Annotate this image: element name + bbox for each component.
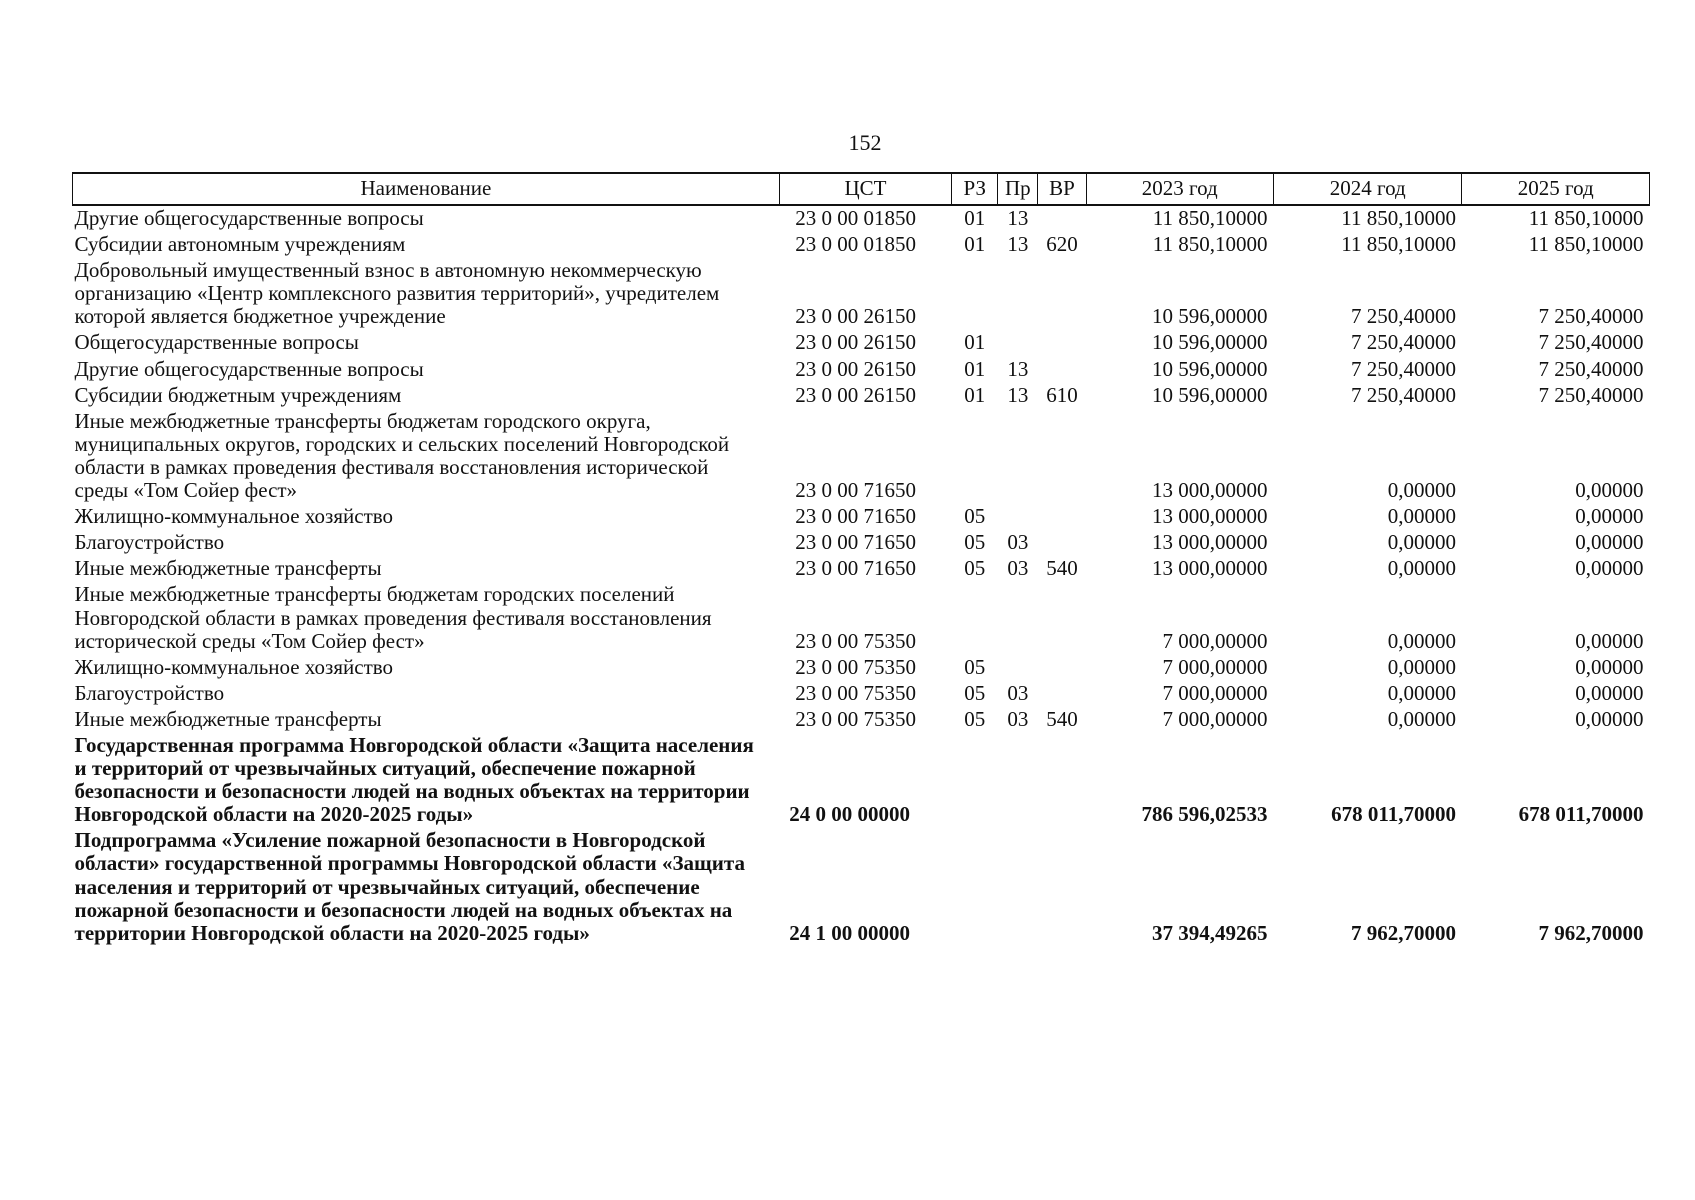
table-row [73, 232, 1650, 258]
header-2024: 2024 год [1273, 173, 1461, 205]
cell-y2025: 0,00000 [1575, 680, 1644, 705]
cell-y2025: 7 250,40000 [1538, 330, 1644, 355]
cell-y2024: 0,00000 [1387, 680, 1456, 705]
cell-cst: 24 1 00 00000 [789, 920, 911, 945]
cell-y2023: 10 596,00000 [1151, 304, 1268, 329]
cell-cst: 23 0 00 26150 [795, 356, 917, 381]
header-vr: ВР [1038, 173, 1086, 205]
cell-y2024: 7 250,40000 [1350, 356, 1456, 381]
cell-y2024: 11 850,10000 [1341, 206, 1456, 230]
cell-pr: 03 [1007, 706, 1029, 731]
table-row [73, 357, 1650, 383]
cell-name: Общегосударственные вопросы [74, 330, 359, 355]
table-row [73, 828, 1650, 946]
table-row [73, 504, 1650, 530]
budget-table [72, 172, 1650, 947]
cell-pr [998, 330, 1038, 356]
cell-rz: 01 [964, 330, 986, 355]
header-rz: РЗ [952, 173, 998, 205]
cell-y2025: 7 250,40000 [1538, 304, 1644, 329]
cell-name: Подпрограмма «Усиление пожарной безопасности в Новгородской области» государственной программы Новгородской области «Защита населения и территорий от чрезвычайных ситуаций, обеспечение пожарной безопасности и безопасности людей на водных объектах на территории Новгородской области на 2020-2025 годы» [74, 828, 745, 945]
cell-cst: 23 0 00 75350 [795, 680, 917, 705]
table-row [73, 530, 1650, 556]
cell-y2024: 0,00000 [1387, 556, 1456, 581]
cell-y2023: 7 000,00000 [1162, 680, 1268, 705]
cell-y2023: 37 394,49265 [1151, 920, 1268, 945]
cell-pr [998, 655, 1038, 681]
table-row [73, 330, 1650, 356]
cell-y2025: 0,00000 [1575, 478, 1644, 503]
cell-vr [1038, 205, 1086, 232]
table-header-row [73, 173, 1650, 205]
cell-rz: 01 [964, 206, 986, 230]
table-body [73, 205, 1650, 947]
cell-y2024: 7 250,40000 [1350, 304, 1456, 329]
cell-rz: 01 [964, 356, 986, 381]
cell-rz [952, 582, 998, 654]
cell-name: Жилищно-коммунальное хозяйство [74, 654, 394, 679]
cell-y2024: 0,00000 [1387, 530, 1456, 555]
header-cst: ЦСТ [779, 173, 951, 205]
cell-vr [1038, 330, 1086, 356]
cell-y2023: 10 596,00000 [1151, 330, 1268, 355]
cell-y2025: 7 962,70000 [1538, 920, 1644, 945]
cell-cst: 23 0 00 71650 [795, 530, 917, 555]
cell-y2024: 0,00000 [1387, 478, 1456, 503]
cell-vr [1038, 409, 1086, 504]
cell-y2024: 11 850,10000 [1341, 232, 1456, 257]
cell-pr: 13 [1007, 232, 1029, 257]
cell-rz: 05 [964, 680, 986, 705]
cell-cst: 23 0 00 75350 [795, 654, 917, 679]
cell-cst: 23 0 00 26150 [795, 382, 917, 407]
cell-vr [1038, 733, 1086, 828]
cell-cst: 23 0 00 71650 [795, 504, 917, 529]
cell-y2023: 7 000,00000 [1162, 628, 1268, 653]
cell-name: Иные межбюджетные трансферты [74, 706, 382, 731]
table-row [73, 733, 1650, 828]
cell-pr: 13 [1007, 382, 1029, 407]
cell-name: Другие общегосударственные вопросы [74, 356, 424, 381]
header-2023: 2023 год [1086, 173, 1273, 205]
header-2025: 2025 год [1462, 173, 1650, 205]
cell-pr [998, 504, 1038, 530]
cell-name: Иные межбюджетные трансферты бюджетам городского округа, муниципальных округов, городских и сельских поселений Новгородской области в рамках проведения фестиваля восстановления исторической среды «Том Сойер фест» [74, 408, 730, 503]
cell-y2023: 13 000,00000 [1151, 556, 1268, 581]
cell-rz [952, 409, 998, 504]
cell-cst: 24 0 00 00000 [789, 802, 911, 827]
cell-vr [1038, 655, 1086, 681]
cell-name: Субсидии бюджетным учреждениям [74, 382, 402, 407]
cell-cst: 23 0 00 26150 [795, 330, 917, 355]
page-number: 152 [848, 130, 882, 155]
cell-name: Государственная программа Новгородской области «Защита населения и территорий от чрезвычайных ситуаций, обеспечение пожарной безопасности и безопасности людей на водных объектах на территории Новгородской области на 2020-2025 годы» [74, 732, 754, 827]
cell-y2023: 10 596,00000 [1151, 356, 1268, 381]
cell-name: Благоустройство [74, 680, 225, 705]
cell-y2024: 678 011,70000 [1331, 802, 1456, 827]
cell-rz [952, 828, 998, 946]
cell-cst: 23 0 00 01850 [795, 206, 917, 230]
cell-y2023: 11 850,10000 [1152, 232, 1268, 257]
cell-rz: 05 [964, 654, 986, 679]
cell-y2023: 11 850,10000 [1152, 206, 1268, 230]
cell-pr: 03 [1007, 556, 1029, 581]
cell-y2024: 7 250,40000 [1350, 382, 1456, 407]
cell-vr [1038, 357, 1086, 383]
cell-y2025: 0,00000 [1575, 504, 1644, 529]
cell-y2023: 7 000,00000 [1162, 654, 1268, 679]
cell-vr: 620 [1046, 232, 1078, 257]
cell-vr [1038, 828, 1086, 946]
header-name: Наименование [73, 173, 780, 205]
cell-y2024: 7 250,40000 [1350, 330, 1456, 355]
cell-vr [1038, 681, 1086, 707]
cell-pr [998, 258, 1038, 330]
cell-rz: 05 [964, 504, 986, 529]
cell-y2025: 678 011,70000 [1518, 802, 1644, 827]
cell-name: Жилищно-коммунальное хозяйство [74, 504, 394, 529]
cell-y2025: 0,00000 [1575, 654, 1644, 679]
cell-cst: 23 0 00 75350 [795, 628, 917, 653]
cell-pr [998, 733, 1038, 828]
cell-y2025: 11 850,10000 [1528, 206, 1644, 230]
cell-pr [998, 828, 1038, 946]
cell-cst: 23 0 00 75350 [795, 706, 917, 731]
table-row [73, 707, 1650, 733]
cell-y2025: 0,00000 [1575, 628, 1644, 653]
cell-vr [1038, 530, 1086, 556]
cell-name: Добровольный имущественный взнос в автономную некоммерческую организацию «Центр комплексного развития территорий», учредителем которой является бюджетное учреждение [74, 258, 720, 329]
cell-pr [998, 582, 1038, 654]
cell-name: Иные межбюджетные трансферты [74, 556, 382, 581]
cell-y2023: 13 000,00000 [1151, 504, 1268, 529]
cell-rz: 05 [964, 556, 986, 581]
table-row [73, 681, 1650, 707]
cell-y2025: 7 250,40000 [1538, 382, 1644, 407]
cell-y2023: 13 000,00000 [1151, 478, 1268, 503]
table-row [73, 205, 1650, 232]
cell-cst: 23 0 00 71650 [795, 556, 917, 581]
cell-y2025: 11 850,10000 [1528, 232, 1644, 257]
cell-pr: 13 [1007, 356, 1029, 381]
cell-rz: 05 [964, 706, 986, 731]
cell-vr: 540 [1046, 706, 1078, 731]
cell-y2023: 13 000,00000 [1151, 530, 1268, 555]
cell-pr: 03 [1007, 680, 1029, 705]
cell-name: Благоустройство [74, 530, 225, 555]
cell-rz: 05 [964, 530, 986, 555]
cell-pr: 13 [1007, 206, 1029, 230]
cell-rz: 01 [964, 232, 986, 257]
table-row [73, 383, 1650, 409]
table-row [73, 655, 1650, 681]
cell-name: Субсидии автономным учреждениям [74, 232, 406, 257]
cell-vr [1038, 258, 1086, 330]
cell-cst: 23 0 00 26150 [795, 304, 917, 329]
cell-rz: 01 [964, 382, 986, 407]
table-row [73, 409, 1650, 504]
cell-vr: 540 [1046, 556, 1078, 581]
cell-y2024: 7 962,70000 [1350, 920, 1456, 945]
cell-rz [952, 733, 998, 828]
cell-y2024: 0,00000 [1387, 628, 1456, 653]
cell-cst: 23 0 00 01850 [795, 232, 917, 257]
cell-y2025: 0,00000 [1575, 706, 1644, 731]
cell-pr [998, 409, 1038, 504]
cell-y2023: 10 596,00000 [1151, 382, 1268, 407]
cell-cst: 23 0 00 71650 [795, 478, 917, 503]
cell-y2025: 7 250,40000 [1538, 356, 1644, 381]
table-row [73, 258, 1650, 330]
cell-y2024: 0,00000 [1387, 654, 1456, 679]
table-row [73, 582, 1650, 654]
header-pr: Пр [998, 173, 1038, 205]
cell-name: Другие общегосударственные вопросы [74, 206, 424, 230]
cell-pr: 03 [1007, 530, 1029, 555]
cell-y2025: 0,00000 [1575, 556, 1644, 581]
cell-vr [1038, 504, 1086, 530]
cell-vr: 610 [1046, 382, 1078, 407]
cell-y2025: 0,00000 [1575, 530, 1644, 555]
cell-y2024: 0,00000 [1387, 706, 1456, 731]
cell-y2023: 786 596,02533 [1141, 802, 1268, 827]
cell-y2024: 0,00000 [1387, 504, 1456, 529]
cell-name: Иные межбюджетные трансферты бюджетам городских поселений Новгородской области в рамках проведения фестиваля восстановления исторической среды «Том Сойер фест» [74, 582, 712, 653]
cell-y2023: 7 000,00000 [1162, 706, 1268, 731]
cell-vr [1038, 582, 1086, 654]
cell-rz [952, 258, 998, 330]
table-row [73, 556, 1650, 582]
